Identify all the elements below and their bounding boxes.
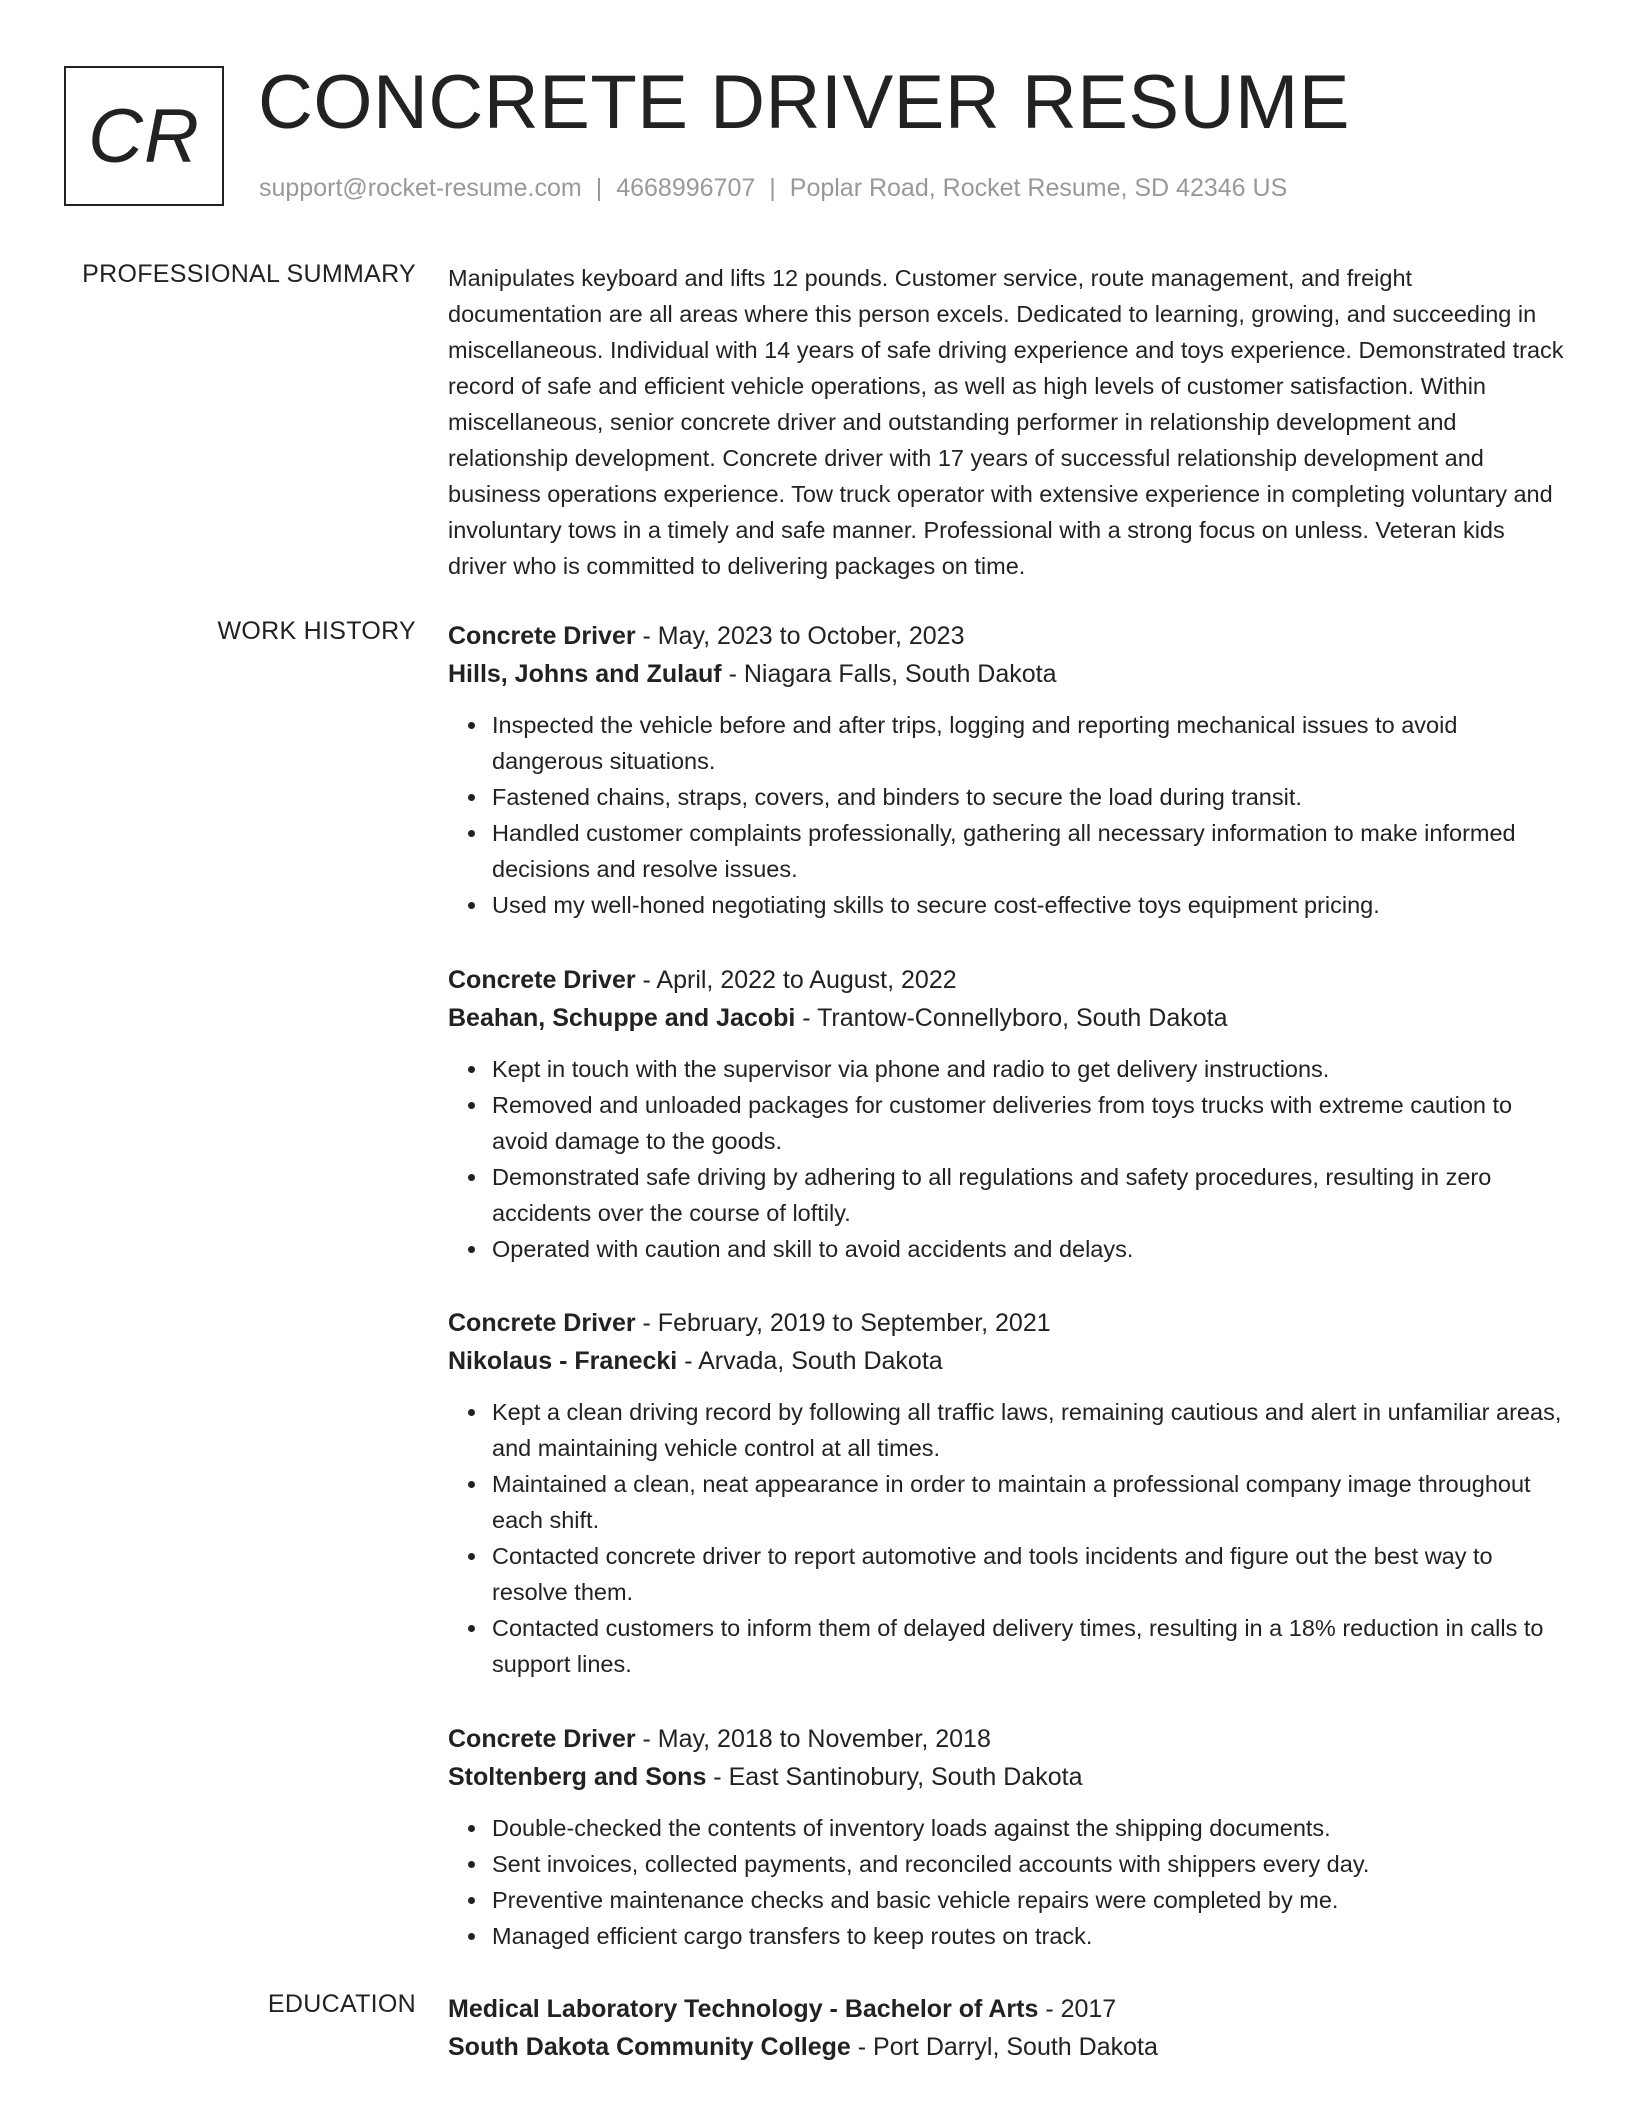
job-bullets (448, 707, 1568, 923)
job-bullet: Fastened chains, straps, covers, and binders to secure the load during transit. (492, 779, 1568, 815)
resume-title: CONCRETE DRIVER RESUME (258, 60, 1350, 145)
job-company: Nikolaus - Franecki (448, 1347, 678, 1375)
contact-address: Poplar Road, Rocket Resume, SD 42346 US (789, 174, 1288, 202)
job-bullet: Managed efficient cargo transfers to keep routes on track. (492, 1918, 1568, 1954)
job-dates: - May, 2023 to October, 2023 (635, 622, 965, 650)
contact-separator: | (595, 174, 603, 202)
monogram-badge: CR (64, 66, 224, 206)
education-entry (448, 1990, 1568, 2066)
job-company-line (448, 655, 1568, 693)
job-title-line (448, 617, 1568, 655)
job-title-line (448, 1304, 1568, 1342)
job-bullet: Kept in touch with the supervisor via phone and radio to get delivery instructions. (492, 1051, 1568, 1087)
job-location: - Niagara Falls, South Dakota (721, 660, 1057, 688)
education-location: - Port Darryl, South Dakota (850, 2033, 1158, 2061)
job-title-line (448, 1720, 1568, 1758)
job-dates: - April, 2022 to August, 2022 (635, 966, 957, 994)
education-year: - 2017 (1038, 1995, 1117, 2023)
job-title-line (448, 961, 1568, 999)
job-title: Concrete Driver (448, 1725, 636, 1753)
job-title: Concrete Driver (448, 1309, 636, 1337)
section-label-education: EDUCATION (267, 1990, 416, 2018)
job-bullet: Removed and unloaded packages for customer deliveries from toys trucks with extreme caution to avoid damage to the goods. (492, 1087, 1568, 1159)
education-degree: Medical Laboratory Technology - Bachelor of Arts (448, 1995, 1039, 2023)
job-bullets (448, 1810, 1568, 1954)
education-degree-line (448, 1990, 1568, 2028)
job-entry (448, 617, 1568, 923)
job-bullet: Double-checked the contents of inventory loads against the shipping documents. (492, 1810, 1568, 1846)
job-location: - Arvada, South Dakota (677, 1347, 943, 1375)
job-entry (448, 1720, 1568, 1954)
job-company-line (448, 1758, 1568, 1796)
job-bullet: Used my well-honed negotiating skills to secure cost-effective toys equipment pricing. (492, 887, 1568, 923)
job-dates: - February, 2019 to September, 2021 (635, 1309, 1051, 1337)
job-company: Beahan, Schuppe and Jacobi (448, 1004, 796, 1032)
job-bullet: Sent invoices, collected payments, and reconciled accounts with shippers every day. (492, 1846, 1568, 1882)
contact-email[interactable]: support@rocket-resume.com (259, 174, 582, 202)
job-entry (448, 1304, 1568, 1682)
job-company-line (448, 1342, 1568, 1380)
education-school-line (448, 2028, 1568, 2066)
contact-phone[interactable]: 4668996707 (616, 174, 756, 202)
job-company: Stoltenberg and Sons (448, 1763, 707, 1791)
job-entry (448, 961, 1568, 1267)
education-school: South Dakota Community College (448, 2033, 851, 2061)
job-location: - Trantow-Connellyboro, South Dakota (795, 1004, 1228, 1032)
job-bullet: Maintained a clean, neat appearance in order to maintain a professional company image throughout each shift. (492, 1466, 1568, 1538)
job-bullets (448, 1051, 1568, 1267)
job-bullet: Contacted customers to inform them of delayed delivery times, resulting in a 18% reduction in calls to support lines. (492, 1610, 1568, 1682)
job-company-line (448, 999, 1568, 1037)
job-dates: - May, 2018 to November, 2018 (635, 1725, 991, 1753)
job-location: - East Santinobury, South Dakota (706, 1763, 1083, 1791)
summary-section (448, 260, 1568, 584)
contact-line (259, 174, 1287, 203)
job-bullet: Preventive maintenance checks and basic vehicle repairs were completed by me. (492, 1882, 1568, 1918)
job-title: Concrete Driver (448, 622, 636, 650)
job-bullet: Demonstrated safe driving by adhering to all regulations and safety procedures, resulting in zero accidents over the course of loftily. (492, 1159, 1568, 1231)
job-title: Concrete Driver (448, 966, 636, 994)
job-bullets (448, 1394, 1568, 1682)
section-label-work-history: WORK HISTORY (217, 617, 416, 645)
contact-separator: | (769, 174, 776, 202)
job-bullet: Handled customer complaints professionally, gathering all necessary information to make informed decisions and resolve issues. (492, 815, 1568, 887)
section-label-summary: PROFESSIONAL SUMMARY (82, 260, 416, 288)
job-bullet: Kept a clean driving record by following all traffic laws, remaining cautious and alert in unfamiliar areas, and maintaining vehicle control at all times. (492, 1394, 1568, 1466)
summary-text: Manipulates keyboard and lifts 12 pounds. Customer service, route management, and freight documentation are all areas where this person excels. Dedicated to learning, growing, and succeeding in miscellaneous. Individual with 14 years of safe driving experience and toys experience. Demonstrated track record of safe and efficient vehicle operations, as well as high levels of customer satisfaction. Within miscellaneous, senior concrete driver and outstanding performer in relationship development and relationship development. Concrete driver with 17 years of successful relationship development and business operations experience. Tow truck operator with extensive experience in completing voluntary and involuntary tows in a timely and safe manner. Professional with a strong focus on unless. Veteran kids driver who is committed to delivering packages on time. (448, 265, 1564, 579)
job-company: Hills, Johns and Zulauf (448, 660, 722, 688)
job-bullet: Operated with caution and skill to avoid accidents and delays. (492, 1231, 1568, 1267)
job-bullet: Inspected the vehicle before and after trips, logging and reporting mechanical issues to avoid dangerous situations. (492, 707, 1568, 779)
job-bullet: Contacted concrete driver to report automotive and tools incidents and figure out the best way to resolve them. (492, 1538, 1568, 1610)
